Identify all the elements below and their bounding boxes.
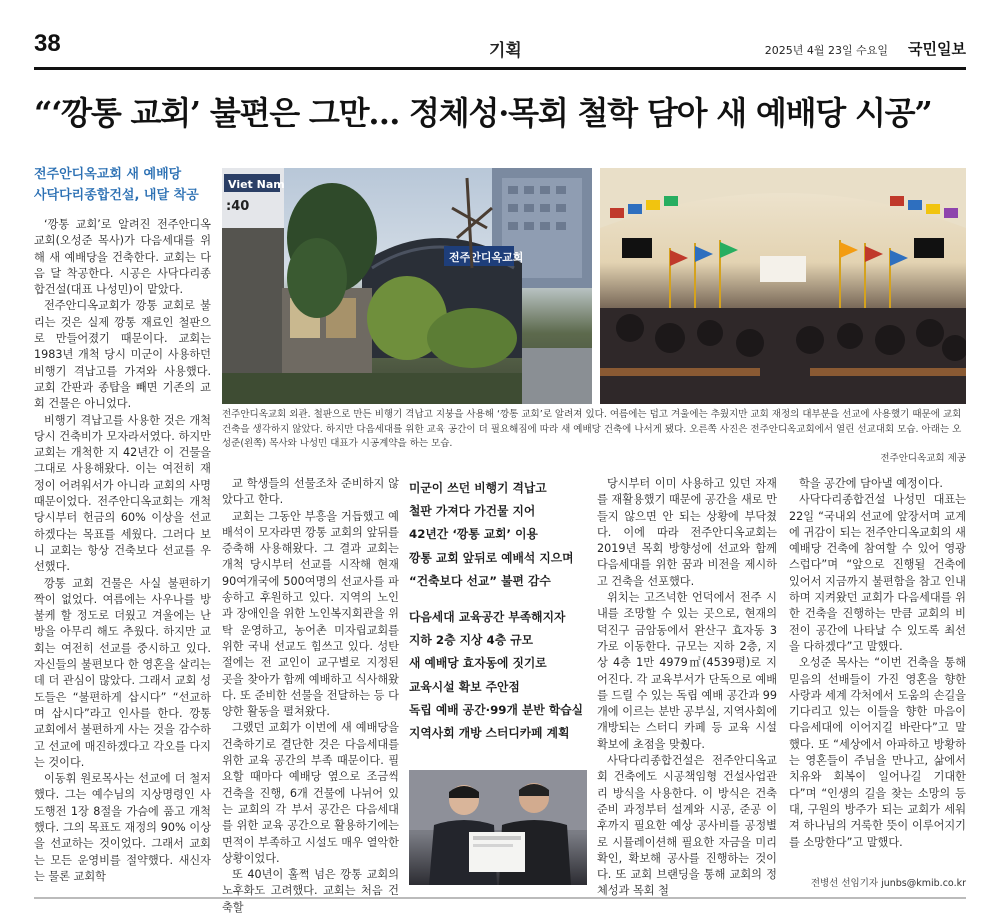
highlight-line: 지하 2층 지상 4층 규모 bbox=[409, 633, 534, 648]
paragraph: 당시부터 이미 사용하고 있던 자재를 재활용했기 때문에 공간을 새로 만들지 않으면 안 되는 상황에 부닥쳤다. 이에 따라 전주안디옥교회는 2019년 목회 방향성에 선교와 함께 다음세대를 위한 꿈과 비전을 제시하고 건축을 선포했다. bbox=[597, 477, 777, 588]
paragraph: 전주안디옥교회가 깡통 교회로 불리는 것은 실제 깡통 재료인 철판으로 만들어졌기 때문이다. 교회는 1983년 개척 당시 미군이 사용하던 비행기 격납고를 가져와 사용했다. 교회 간판과 종탑을 빼면 기존의 교회 건물은 아니었다. bbox=[34, 299, 211, 411]
photo-mission-conference bbox=[600, 168, 966, 404]
highlight-line: 42년간 ‘깡통 교회’ 이용 bbox=[409, 527, 538, 542]
photo-credit: 전주안디옥교회 제공 bbox=[880, 452, 966, 464]
photo-contract-signing bbox=[409, 770, 587, 885]
highlight-line: 교육시설 확보 주안점 bbox=[409, 679, 520, 694]
highlight-spacer bbox=[409, 593, 587, 606]
conference-interior-illustration bbox=[600, 168, 966, 404]
byline: 전병선 선임기자 junbs@kmib.co.kr bbox=[810, 878, 966, 889]
paragraph: 깡통 교회 건물은 사실 불편하기 짝이 없었다. 여름에는 사우나를 방불케 할 정도로 더웠고 겨울에는 난방을 아무리 해도 추웠다. 하지만 교회는 여전히 선교를 중시하고 있다. 자신들의 불편보다 한 영혼을 살리는 데 더 관심이 많았다. 그래서 교회 성도들은 “불편하게 삽시다” “선교하며 삽시다”라고 인사를 한다. 깡통 교회에서 불편하게 사는 것을 감수하고 선교에 매진하겠다고 각오를 다지는 것이다. bbox=[34, 576, 211, 769]
photo-church-exterior bbox=[222, 168, 592, 404]
newspaper-masthead: 국민일보 bbox=[908, 40, 966, 58]
paragraph: 학을 공간에 담아낼 예정이다. bbox=[799, 477, 943, 490]
highlight-line: 새 예배당 효자동에 짓기로 bbox=[409, 656, 547, 671]
highlight-line: 철판 가져다 가건물 지어 bbox=[409, 504, 536, 519]
church-exterior-illustration bbox=[222, 168, 592, 404]
section-label: 기획 bbox=[489, 41, 522, 61]
page-number: 38 bbox=[34, 30, 61, 57]
article-column-1 bbox=[34, 217, 211, 885]
sign-vietnam: Viet Nam bbox=[228, 178, 285, 191]
highlights-box bbox=[409, 477, 587, 745]
article-column-5 bbox=[789, 476, 966, 851]
paragraph: 사닥다리종합건설 나성민 대표는 22일 “국내외 선교에 앞장서며 교계에 귀감이 되는 전주안디옥교회의 새 예배당 건축에 참여할 수 있어 영광스럽다”며 “앞으로 진행될 건축에 있어서 지금까지 불편함을 참고 인내하며 지켜왔던 교회가 다음세대를 위한 건축을 진행하는 만큼 교회의 비전이 공간에 나타날 수 있도록 최선을 다하겠다”고 말했다. bbox=[789, 493, 966, 653]
publication-date: 2025년 4월 23일 수요일 bbox=[764, 44, 888, 57]
highlight-line: 지역사회 개방 스터디카페 계획 bbox=[409, 726, 570, 741]
paragraph: 교 학생들의 선물조차 준비하지 않았다고 한다. bbox=[222, 477, 399, 507]
paragraph: 사닥다리종합건설은 전주안디옥교회 건축에도 시공책임형 건설사업관리 방식을 사용한다. 이 방식은 건축 준비 과정부터 설계와 시공, 준공 이후까지 필요한 예상 공사비를 공정별로 시뮬레이션해 필요한 자금을 미리 확인, 확보해 공사를 진행하는 것이다. 또 교회 브랜딩을 통해 교회의 정체성과 목회 철 bbox=[597, 754, 777, 898]
highlight-line: 깡통 교회 앞뒤로 예배석 지으며 bbox=[409, 550, 574, 565]
subheadline-block bbox=[34, 164, 214, 206]
paragraph: 또 40년이 훌쩍 넘은 깡통 교회의 노후화도 고려했다. 교회는 처음 건축할 bbox=[222, 868, 399, 914]
caption-text: 전주안디옥교회 외관. 철판으로 만든 비행기 격납고 지붕을 사용해 ‘깡통 교회’로 알려져 있다. 여름에는 덥고 겨울에는 추웠지만 교회 재정의 대부분을 선교에 사용했기 때문에 교회 건축을 생각하지 않았다. 하지만 다음세대를 위한 교육 공간이 더 필요해짐에 따라 새 예배당 건축에 나서게 됐다. 오른쪽 사진은 전주안디옥교회에서 열린 선교대회 모습. 아래는 오성준(왼쪽) 목사와 나성민 대표가 시공계약을 하는 모습. bbox=[222, 409, 962, 449]
photo-caption bbox=[222, 408, 966, 466]
header-rule bbox=[34, 67, 966, 70]
highlight-line: 다음세대 교육공간 부족해지자 bbox=[409, 610, 566, 625]
contract-signing-illustration bbox=[409, 770, 587, 885]
paragraph: 그랬던 교회가 이번에 새 예배당을 건축하기로 결단한 것은 다음세대를 위한 교육 공간의 부족 때문이다. 필요할 때마다 예배당 옆으로 조금씩 건축을 진행, 6개 건물에 나뉘어 있는 교회의 각 부서 공간은 다음세대를 위한 교육 공간으로 활용하기에는 면적이 부족하고 시설도 매우 열악한 상황이었다. bbox=[222, 721, 399, 865]
highlight-line: 미군이 쓰던 비행기 격납고 bbox=[409, 481, 547, 495]
sign-time: :40 bbox=[226, 199, 250, 214]
footer-rule bbox=[34, 897, 966, 899]
article-headline: “‘깡통 교회’ 불편은 그만… 정체성·목회 철학 담아 새 예배당 시공” bbox=[34, 94, 932, 132]
paragraph: 이동휘 원로목사는 선교에 더 철저했다. 그는 예수님의 지상명령인 사도행전 1장 8절을 가슴에 품고 개척했다. 그의 목표도 재정의 90% 이상을 선교하는 것이었다. 그래서 교회는 모든 운영비를 절약했다. 새신자는 물론 교회학 bbox=[34, 772, 211, 883]
paragraph: ‘깡통 교회’로 알려진 전주안디옥교회(오성준 목사)가 다음세대를 위해 새 예배당을 건축한다. 교회는 다음 달 착공한다. 시공은 사닥다리종합건설(대표 나성민)이 맡았다. bbox=[34, 218, 211, 297]
subheadline-2: 사닥다리종합건설, 내달 착공 bbox=[34, 188, 199, 203]
article-column-2 bbox=[222, 476, 399, 916]
paragraph: 교회는 그동안 부흥을 거듭했고 예배석이 모자라면 깡통 교회의 앞뒤를 증축해 사용해왔다. 그 결과 교회는 개척 당시부터 선교를 시작해 현재 90여개국에 500여명의 선교사를 파송하고 후원하고 있다. 지역의 노인과 장애인을 위한 노인복지회관을 위탁 운영하고, 농어촌 미자립교회를 위한 국내 선교도 힘쓰고 있다. 성탄절에는 전 교인이 교구별로 지정된 곳을 찾아가 함께 예배하고 식사해왔다. 또 준비한 선물을 전달하는 등 다양한 활동을 펼쳐왔다. bbox=[222, 509, 399, 719]
highlight-line: 독립 예배 공간·99개 분반 학습실 bbox=[409, 702, 584, 717]
highlight-line: “건축보다 선교” 불편 감수 bbox=[409, 573, 551, 588]
article-column-4 bbox=[597, 476, 777, 900]
paragraph: 비행기 격납고를 사용한 것은 개척 당시 건축비가 모자라서였다. 하지만 교회는 개척한 지 42년간 이 건물을 그대로 사용해왔다. 이는 여전히 재정이 어려워서가 아니라 교회의 사명 때문이었다. 전주안디옥교회는 개척 당시부터 헌금의 60% 이상을 선교하겠다는 목표를 세웠다. 그러다 보니 교회는 항상 건축보다 선교를 우선했다. bbox=[34, 413, 211, 574]
subheadline-1: 전주안디옥교회 새 예배당 bbox=[34, 167, 182, 182]
page-header bbox=[34, 26, 966, 68]
paragraph: 오성준 목사는 “이번 건축을 통해 믿음의 선배들이 가진 영혼을 향한 사랑과 세계 각처에서 도움의 손길을 기다리고 있는 이들을 향한 마음이 다음세대에 이어지길 바란다”고 말했다. 또 “세상에서 아파하고 방황하는 영혼들이 주님을 만나고, 삶에서 치유와 회복이 일어나길 기대한다”며 “인생의 길을 찾는 소망의 등대, 구원의 방주가 되는 교회가 세워져 하나님의 거룩한 뜻이 이루어지기를 소망한다”고 말했다. bbox=[789, 656, 966, 849]
church-sign: 전주안디옥교회 bbox=[449, 251, 524, 264]
paragraph: 위치는 고즈넉한 언덕에서 전주 시내를 조망할 수 있는 곳으로, 현재의 덕진구 금암동에서 완산구 효자동 3가로 이동한다. 규모는 지하 2층, 지상 4층 1만 4979㎡(4539평)로 지어진다. 각 교육부서가 단독으로 예배를 드릴 수 있는 독립 예배 공간과 99개에 이르는 분반 공부실, 지역사회에 개방되는 스터디 카페 등 교육 시설 확보에 초점을 맞췄다. bbox=[597, 591, 777, 751]
